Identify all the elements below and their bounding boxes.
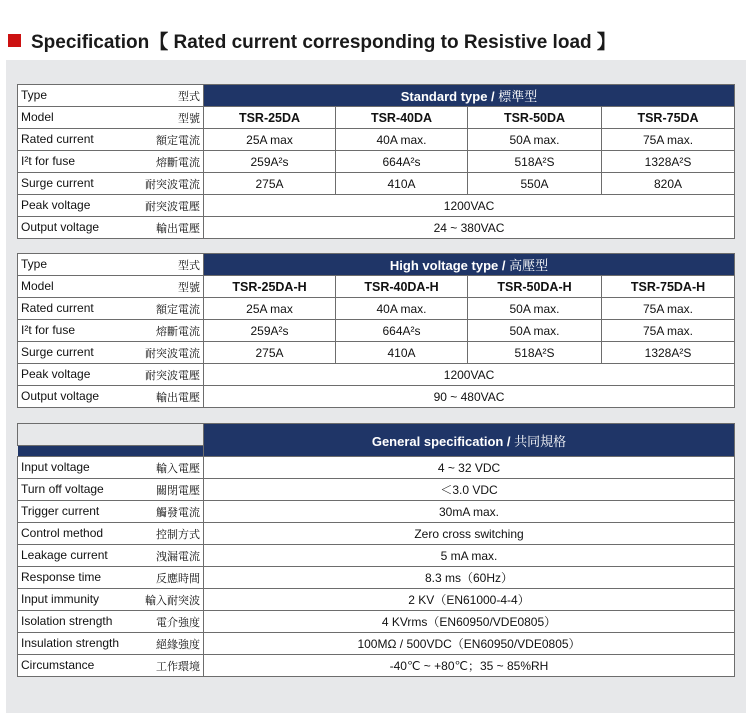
- table-row: [18, 501, 735, 523]
- value-cell: 550A: [468, 173, 602, 195]
- value-cell: 518A²S: [468, 151, 602, 173]
- high-voltage-type-table: [17, 253, 735, 408]
- model-cell: TSR-25DA: [204, 107, 336, 129]
- model-cell: TSR-50DA-H: [468, 276, 602, 298]
- value-cell: 259A²s: [204, 320, 336, 342]
- row-label-insulation-strength: Insulation strength 絕緣強度: [18, 633, 204, 655]
- model-cell: TSR-75DA-H: [602, 276, 735, 298]
- model-cell: TSR-40DA-H: [336, 276, 468, 298]
- table-row: [18, 85, 735, 107]
- value-cell: 24 ~ 380VAC: [204, 217, 735, 239]
- value-cell: 275A: [204, 173, 336, 195]
- value-cell: 664A²s: [336, 151, 468, 173]
- value-cell: 30mA max.: [204, 501, 735, 523]
- row-label-type: Type 型式: [18, 85, 204, 107]
- table-row: [18, 655, 735, 677]
- standard-type-header: Standard type / 標準型: [204, 85, 735, 107]
- value-cell: 40A max.: [336, 129, 468, 151]
- value-cell: 410A: [336, 173, 468, 195]
- value-cell: 75A max.: [602, 129, 735, 151]
- model-cell: TSR-50DA: [468, 107, 602, 129]
- table-row: [18, 611, 735, 633]
- value-cell: 50A max.: [468, 320, 602, 342]
- value-cell: -40℃ ~ +80℃；35 ~ 85%RH: [204, 655, 735, 677]
- table-row: [18, 633, 735, 655]
- row-label-control-method: Control method 控制方式: [18, 523, 204, 545]
- header-spacer: [18, 446, 204, 457]
- table-row: [18, 320, 735, 342]
- value-cell: 518A²S: [468, 342, 602, 364]
- table-row: [18, 254, 735, 276]
- value-cell: 8.3 ms（60Hz）: [204, 567, 735, 589]
- table-row: [18, 567, 735, 589]
- value-cell: 1200VAC: [204, 195, 735, 217]
- page-title: Specification【 Rated current corresponding to Resistive load 】: [31, 31, 616, 53]
- row-label-response-time: Response time 反應時間: [18, 567, 204, 589]
- value-cell: 50A max.: [468, 129, 602, 151]
- value-cell: 410A: [336, 342, 468, 364]
- row-label-rated-current: Rated current 額定電流: [18, 129, 204, 151]
- high-voltage-type-header: High voltage type / 高壓型: [204, 254, 735, 276]
- value-cell: 664A²s: [336, 320, 468, 342]
- table-row: [18, 129, 735, 151]
- row-label-surge-current: Surge current 耐突波電流: [18, 173, 204, 195]
- general-spec-header: General specification / 共同規格: [204, 424, 735, 457]
- row-label-type: Type 型式: [18, 254, 204, 276]
- value-cell: 1328A²S: [602, 342, 735, 364]
- row-label-i2t: I²t for fuse 熔斷電流: [18, 320, 204, 342]
- value-cell: 820A: [602, 173, 735, 195]
- row-label-i2t: I²t for fuse 熔斷電流: [18, 151, 204, 173]
- table-row: [18, 479, 735, 501]
- row-label-turn-off-voltage: Turn off voltage 關閉電壓: [18, 479, 204, 501]
- row-label-output-voltage: Output voltage 輸出電壓: [18, 217, 204, 239]
- value-cell: 1328A²S: [602, 151, 735, 173]
- table-row: [18, 424, 735, 446]
- table-row: [18, 217, 735, 239]
- model-cell: TSR-25DA-H: [204, 276, 336, 298]
- value-cell: 40A max.: [336, 298, 468, 320]
- table-row: [18, 107, 735, 129]
- value-cell: 1200VAC: [204, 364, 735, 386]
- standard-type-table: [17, 84, 735, 239]
- row-label-peak-voltage: Peak voltage 耐突波電壓: [18, 195, 204, 217]
- row-label-output-voltage: Output voltage 輸出電壓: [18, 386, 204, 408]
- value-cell: 4 ~ 32 VDC: [204, 457, 735, 479]
- model-cell: TSR-40DA: [336, 107, 468, 129]
- table-row: [18, 386, 735, 408]
- value-cell: 90 ~ 480VAC: [204, 386, 735, 408]
- value-cell: Zero cross switching: [204, 523, 735, 545]
- value-cell: 259A²s: [204, 151, 336, 173]
- model-cell: TSR-75DA: [602, 107, 735, 129]
- table-row: [18, 151, 735, 173]
- table-row: [18, 342, 735, 364]
- table-row: [18, 298, 735, 320]
- table-row: [18, 276, 735, 298]
- row-label-isolation-strength: Isolation strength 電介強度: [18, 611, 204, 633]
- value-cell: 50A max.: [468, 298, 602, 320]
- row-label-trigger-current: Trigger current 觸發電流: [18, 501, 204, 523]
- value-cell: 5 mA max.: [204, 545, 735, 567]
- page-title-wrap: [8, 26, 616, 54]
- title-bullet-icon: [8, 34, 21, 47]
- value-cell: 25A max: [204, 129, 336, 151]
- row-label-input-voltage: Input voltage 輸入電壓: [18, 457, 204, 479]
- table-row: [18, 364, 735, 386]
- table-row: [18, 173, 735, 195]
- table-row: [18, 523, 735, 545]
- row-label-model: Model 型號: [18, 276, 204, 298]
- row-label-model: Model 型號: [18, 107, 204, 129]
- row-label-circumstance: Circumstance 工作環境: [18, 655, 204, 677]
- row-label-surge-current: Surge current 耐突波電流: [18, 342, 204, 364]
- header-spacer: [18, 424, 204, 446]
- row-label-leakage-current: Leakage current 洩漏電流: [18, 545, 204, 567]
- row-label-input-immunity: Input immunity 輸入耐突波: [18, 589, 204, 611]
- value-cell: 275A: [204, 342, 336, 364]
- value-cell: 75A max.: [602, 320, 735, 342]
- table-row: [18, 545, 735, 567]
- value-cell: 75A max.: [602, 298, 735, 320]
- value-cell: 25A max: [204, 298, 336, 320]
- value-cell: ＜3.0 VDC: [204, 479, 735, 501]
- row-label-rated-current: Rated current 額定電流: [18, 298, 204, 320]
- value-cell: 100MΩ / 500VDC（EN60950/VDE0805）: [204, 633, 735, 655]
- table-row: [18, 195, 735, 217]
- table-row: [18, 457, 735, 479]
- value-cell: 2 KV（EN61000-4-4）: [204, 589, 735, 611]
- general-spec-table: [17, 423, 735, 677]
- row-label-peak-voltage: Peak voltage 耐突波電壓: [18, 364, 204, 386]
- value-cell: 4 KVrms（EN60950/VDE0805）: [204, 611, 735, 633]
- table-row: [18, 589, 735, 611]
